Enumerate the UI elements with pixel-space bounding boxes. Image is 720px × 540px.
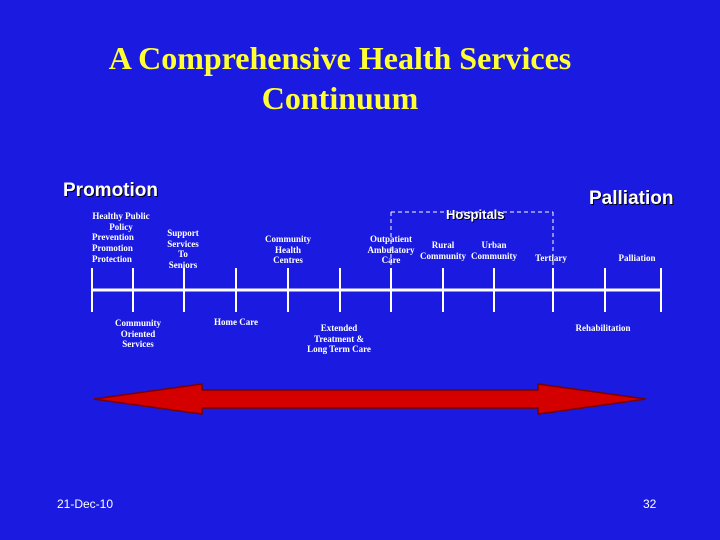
label-line: Promotion — [92, 243, 133, 254]
label-line: Seniors — [168, 260, 198, 271]
footer-date: 21-Dec-10 — [57, 497, 114, 511]
label-line: Community — [419, 250, 466, 261]
hospitals-label: Hospitals — [446, 207, 505, 222]
footer-page-number: 32 — [643, 497, 657, 511]
label-line: Services — [122, 339, 154, 350]
label-line: Centres — [273, 255, 303, 266]
label-palliation — [612, 253, 662, 264]
promotion-heading: Promotion — [63, 180, 158, 201]
label-line: Long Term Care — [307, 344, 371, 355]
label-extended-treatment — [299, 323, 379, 355]
label-line: Rural — [431, 240, 455, 250]
label-line: Support — [167, 228, 199, 238]
label-line: Tertiary — [535, 253, 567, 263]
label-line: Community — [264, 234, 311, 244]
label-line: Extended — [320, 323, 358, 333]
title-line-1: A Comprehensive Health Services — [108, 40, 572, 76]
label-line: Protection — [92, 253, 132, 264]
label-line: Healthy Public — [92, 211, 150, 221]
label-line: Home Care — [213, 317, 259, 327]
label-line: Treatment & — [314, 333, 364, 344]
label-line: Community — [470, 250, 517, 261]
label-line: Rehabilitation — [575, 323, 631, 333]
label-urban-community — [468, 240, 520, 261]
palliation-heading: Palliation — [589, 188, 674, 209]
label-home-care — [206, 317, 266, 328]
label-line: Community — [114, 318, 161, 328]
label-line: Policy — [109, 221, 133, 232]
label-line: To — [178, 249, 188, 260]
label-community-oriented-services — [108, 318, 168, 350]
label-line: Palliation — [618, 253, 656, 263]
label-line: Ambulatory — [367, 244, 415, 255]
label-line: Oriented — [120, 328, 156, 339]
double-headed-arrow — [94, 384, 646, 414]
label-line: Care — [381, 255, 401, 266]
label-healthy-public-policy — [81, 211, 161, 265]
label-community-health-centres — [258, 234, 318, 266]
label-support-services — [158, 228, 208, 271]
title-line-2: Continuum — [261, 80, 419, 116]
label-line: Services — [167, 238, 199, 249]
label-line: Urban — [481, 240, 507, 250]
label-line: Health — [275, 244, 301, 255]
label-rural-community — [418, 240, 468, 261]
label-line: Outpatient — [369, 234, 412, 244]
label-line: Prevention — [92, 232, 134, 243]
label-tertiary — [527, 253, 575, 264]
label-rehabilitation — [568, 323, 638, 334]
label-outpatient-ambulatory-care — [361, 234, 421, 266]
